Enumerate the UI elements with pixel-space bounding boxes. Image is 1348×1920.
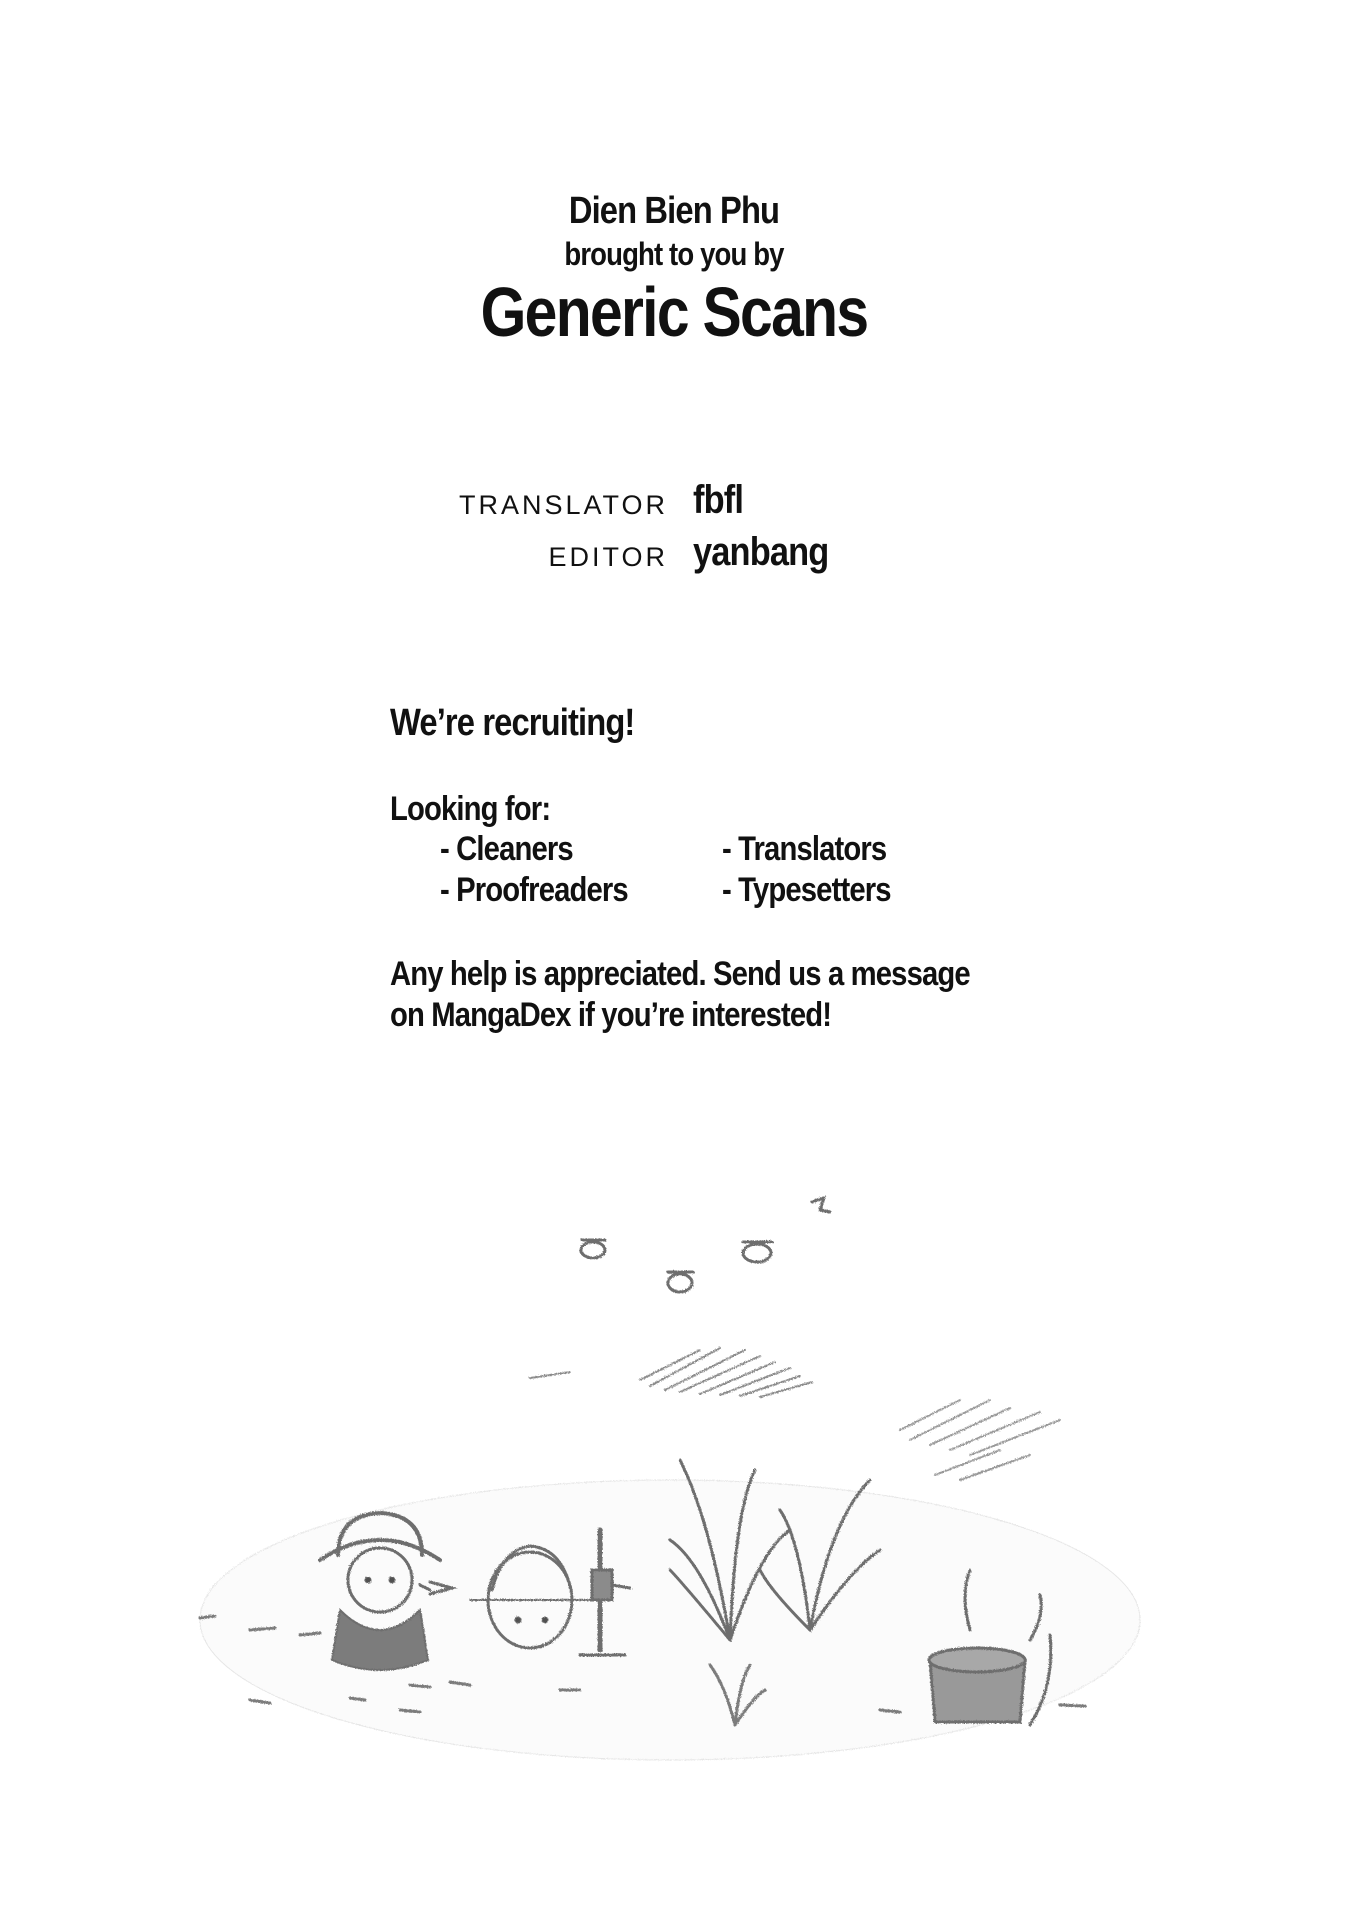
pencil-sketch-illustration <box>0 1150 1348 1800</box>
recruitment-message-line: on MangaDex if you’re interested! <box>390 996 832 1034</box>
recruitment-heading: We’re recruiting! <box>390 702 635 744</box>
credit-name: fbfl <box>693 478 744 522</box>
floating-object <box>743 1242 772 1262</box>
list-item: - Typesetters <box>722 871 891 909</box>
hatched-cloud <box>900 1400 1060 1480</box>
floating-object <box>668 1272 693 1292</box>
list-item: - Cleaners <box>440 830 573 868</box>
credit-row-editor <box>0 530 1348 580</box>
tagline: brought to you by <box>564 236 784 272</box>
floating-object <box>812 1198 830 1212</box>
credit-role: EDITOR <box>548 542 668 572</box>
list-item: - Translators <box>722 830 887 868</box>
floating-object <box>581 1240 605 1258</box>
credit-name: yanbang <box>693 530 829 574</box>
credit-role: TRANSLATOR <box>458 490 668 520</box>
scanlation-group-name: Generic Scans <box>480 273 868 351</box>
hatched-cloud <box>530 1348 812 1397</box>
credit-row-translator <box>0 478 1348 528</box>
looking-for-label: Looking for: <box>390 790 551 828</box>
series-title: Dien Bien Phu <box>568 190 780 232</box>
list-item: - Proofreaders <box>440 871 628 909</box>
recruitment-message-line: Any help is appreciated. Send us a message <box>390 955 970 993</box>
